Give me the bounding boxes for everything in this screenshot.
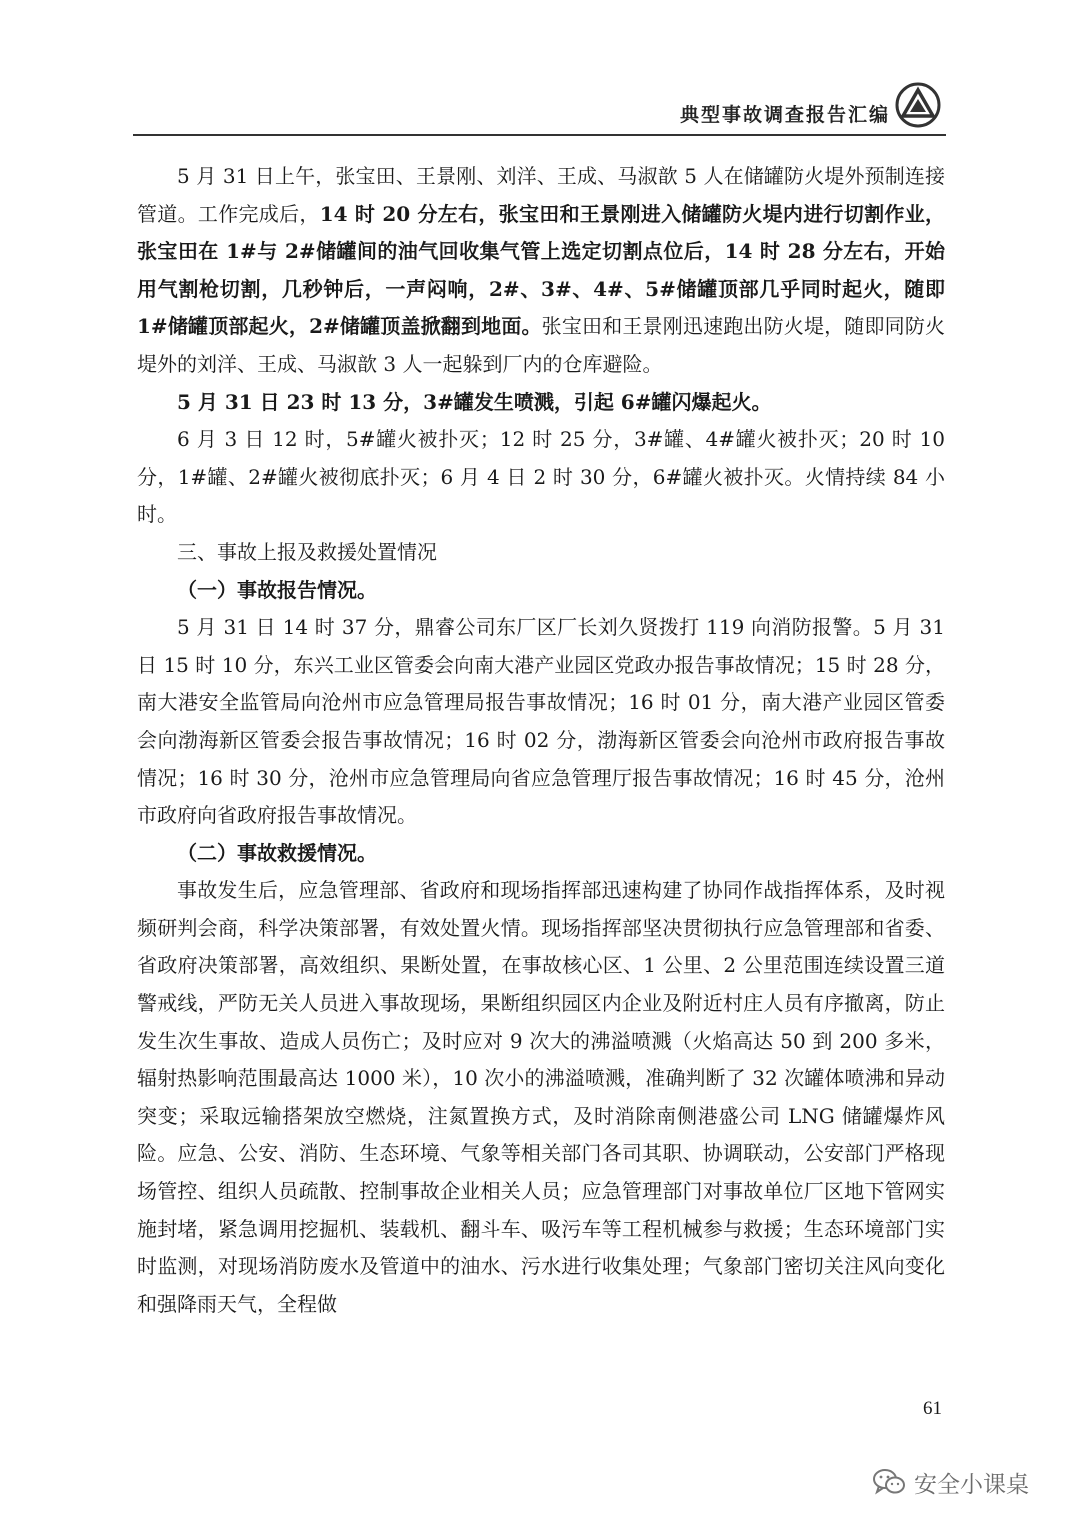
wechat-icon — [872, 1467, 906, 1497]
subsection-heading-report: （一）事故报告情况。 — [177, 577, 377, 602]
header-title: 典型事故调查报告汇编 — [679, 104, 890, 126]
section-heading: 三、事故上报及救援处置情况 — [177, 539, 437, 564]
document-body — [137, 158, 945, 1323]
paragraph-accident-process — [137, 158, 945, 384]
emphasized-text: 14 时 20 分左右，张宝田和王景刚进入储罐防火堤内进行切割作业，张宝田在 1#与 2#储罐间的油气回收集气管上选定切割点位后，14 时 28 分左右，开始用气割枪切割，几秒钟后，一声闷响，2#、3#、4#、5#储罐顶部几乎同时起火，随即 1#储罐顶部起火，2#储罐顶盖掀翻到地面。 — [137, 201, 945, 339]
paragraph-splash: 5 月 31 日 23 时 13 分，3#罐发生喷溅，引起 6#罐闪爆起火。 — [177, 389, 772, 414]
paragraph-rescue: 事故发生后，应急管理部、省政府和现场指挥部迅速构建了协同作战指挥体系，及时视频研判会商，科学决策部署，有效处置火情。现场指挥部坚决贯彻执行应急管理部和省委、省政府决策部署，高效组织、果断处置，在事故核心区、1 公里、2 公里范围连续设置三道警戒线，严防无关人员进入事故现场，果断组织园区内企业及附近村庄人员有序撤离，防止发生次生事故、造成人员伤亡；及时应对 9 次大的沸溢喷溅（火焰高达 50 到 200 多米，辐射热影响范围最高达 1000 米），10 次小的沸溢喷溅，准确判断了 32 次罐体喷沸和异动突变；采取远输搭架放空燃烧，注氮置换方式，及时消除南侧港盛公司 LNG 储罐爆炸风险。应急、公安、消防、生态环境、气象等相关部门各司其职、协调联动，公安部门严格现场管控、组织人员疏散、控制事故企业相关人员；应急管理部门对事故单位厂区地下管网实施封堵，紧急调用挖掘机、装载机、翻斗车、吸污车等工程机械参与救援；生态环境部门实时监测，对现场消防废水及管道中的油水、污水进行收集处理；气象部门密切关注风向变化和强降雨天气，全程做 — [137, 878, 945, 1316]
watermark-text: 安全小课桌 — [914, 1471, 1029, 1498]
paragraph-report: 5 月 31 日 14 时 37 分，鼎睿公司东厂区厂长刘久贤拨打 119 向消防报警。5 月 31 日 15 时 10 分，东兴工业区管委会向南大港产业园区党政办报告事故情况；15 时 28 分，南大港安全监管局向沧州市应急管理局报告事故情况；16 时 01 分，南大港产业园区管委会向渤海新区管委会报告事故情况；16 时 02 分，渤海新区管委会向沧州市政府报告事故情况；16 时 30 分，沧州市应急管理局向省应急管理厅报告事故情况；16 时 45 分，沧州市政府向省政府报告事故情况。 — [137, 615, 945, 828]
header-divider — [133, 134, 946, 136]
paragraph-text: 5 月 31 日上午，张宝田、王景刚、刘洋、王成、马淑歆 5 人在储罐防火堤外预制连接管道。工作完成后， — [137, 164, 945, 226]
triangle-seal-icon — [895, 82, 941, 128]
paragraph-fire-extinguished: 6 月 3 日 12 时，5#罐火被扑灭；12 时 25 分，3#罐、4#罐火被扑灭；20 时 10 分，1#罐、2#罐火被彻底扑灭；6 月 4 日 2 时 30 分，6#罐火被扑灭。火情持续 84 小时。 — [137, 427, 945, 527]
page-number: 61 — [923, 1398, 942, 1419]
watermark — [872, 1462, 1029, 1502]
subsection-heading-rescue: （二）事故救援情况。 — [177, 840, 377, 865]
paragraph-text: 张宝田和王景刚迅速跑出防火堤，随即同防火堤外的刘洋、王成、马淑歆 3 人一起躲到厂内的仓库避险。 — [137, 314, 945, 376]
